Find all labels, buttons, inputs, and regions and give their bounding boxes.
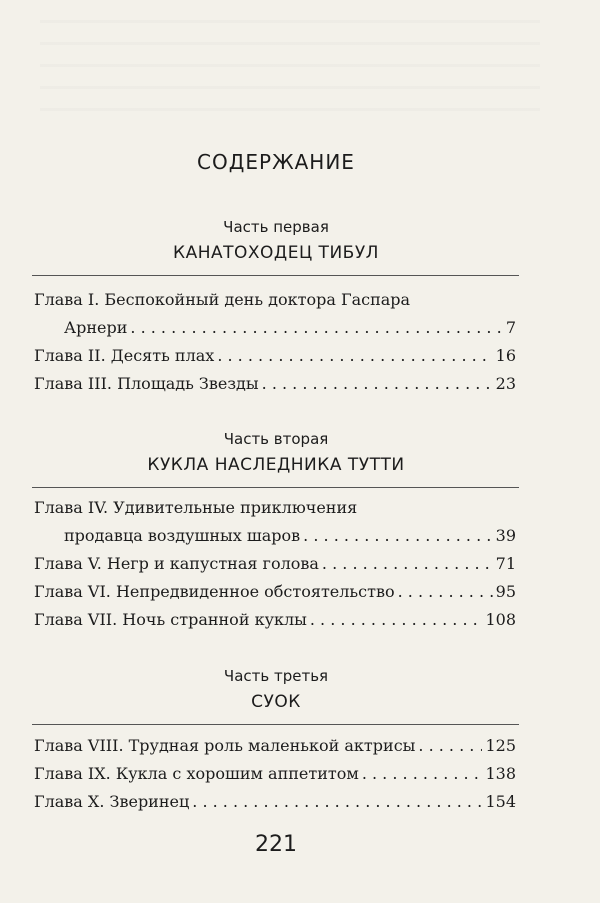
toc-entry-text: Глава IV. Удивительные приключения [34, 498, 358, 517]
toc-entry-ch4[interactable] [64, 524, 516, 548]
toc-page-number: 16 [495, 346, 516, 365]
toc-entry-text: Глава III. Площадь Звезды [34, 374, 259, 393]
part-3-label: Часть третья [223, 667, 329, 685]
toc-entry-ch5[interactable] [34, 552, 516, 576]
part-2-title: КУКЛА НАСЛЕДНИКА ТУТТИ [147, 455, 405, 475]
toc-entry-text: Глава IX. Кукла с хорошим аппетитом [34, 764, 359, 783]
toc-entry-ch3[interactable] [34, 372, 516, 396]
toc-page-number: 138 [485, 764, 516, 783]
toc-page-number: 154 [485, 792, 516, 811]
toc-entry-text: Глава V. Негр и капустная голова [34, 554, 319, 573]
toc-entry-text: Арнери [64, 318, 128, 337]
toc-entry-text: Глава VI. Непредвиденное обстоятельство [34, 582, 395, 601]
dot-leader [418, 734, 482, 758]
toc-entry-ch7[interactable] [34, 608, 516, 632]
toc-entry-ch4-line1[interactable] [34, 496, 516, 520]
toc-page-number: 23 [495, 374, 516, 393]
toc-entry-text: Глава VII. Ночь странной куклы [34, 610, 307, 629]
dot-leader [217, 344, 492, 368]
toc-page-number: 7 [505, 318, 516, 337]
toc-entry-ch2[interactable] [34, 344, 516, 368]
toc-entry-ch8[interactable] [34, 734, 516, 758]
dot-leader [362, 762, 483, 786]
page-number: 221 [255, 832, 297, 857]
part-1-title: КАНАТОХОДЕЦ ТИБУЛ [173, 243, 379, 263]
part-2-divider [32, 487, 519, 488]
toc-entry-ch6[interactable] [34, 580, 516, 604]
dot-leader [130, 316, 502, 340]
toc-entry-text: Глава VIII. Трудная роль маленькой актрисы [34, 736, 416, 755]
toc-entry-text: Глава I. Беспокойный день доктора Гаспара [34, 290, 411, 309]
toc-page-number: 39 [495, 526, 516, 545]
toc-entry-ch1-line1[interactable] [34, 288, 516, 312]
dot-leader [303, 524, 492, 548]
toc-page-number: 108 [485, 610, 516, 629]
dot-leader [398, 580, 493, 604]
part-3-divider [32, 724, 519, 725]
toc-entry-ch1[interactable] [64, 316, 516, 340]
toc-page-number: 71 [495, 554, 516, 573]
dot-leader [192, 790, 482, 814]
toc-entry-text: Глава II. Десять плах [34, 346, 215, 365]
toc-entry-ch9[interactable] [34, 762, 516, 786]
toc-page-number: 95 [495, 582, 516, 601]
toc-page-number: 125 [485, 736, 516, 755]
dot-leader [262, 372, 493, 396]
toc-entry-text: Глава X. Зверинец [34, 792, 190, 811]
dot-leader [322, 552, 493, 576]
toc-entry-text: продавца воздушных шаров [64, 526, 301, 545]
page-title: СОДЕРЖАНИЕ [197, 150, 355, 174]
part-1-label: Часть первая [223, 218, 329, 236]
toc-entry-ch10[interactable] [34, 790, 516, 814]
part-2-label: Часть вторая [223, 430, 329, 448]
dot-leader [310, 608, 483, 632]
part-1-divider [32, 275, 519, 276]
part-3-title: СУОК [251, 692, 301, 712]
